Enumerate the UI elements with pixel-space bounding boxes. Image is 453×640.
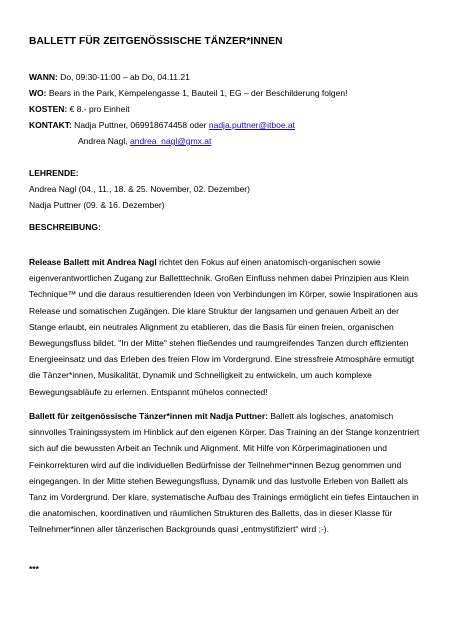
kosten-value: € 8.- pro Einheit — [67, 104, 130, 114]
lehrende-line-2: Nadja Puttner (09. & 16. Dezember) — [29, 200, 165, 210]
page-title: BALLETT FÜR ZEITGENÖSSISCHE TÄNZER*INNEN — [29, 36, 283, 47]
info-wo — [29, 88, 347, 99]
paragraph-release-ballett — [29, 254, 425, 400]
beschreibung-heading: BESCHREIBUNG: — [29, 222, 101, 232]
wo-value: Bears in the Park, Kempelengasse 1, Bauteil 1, EG – der Beschilderung folgen! — [46, 88, 348, 98]
lehrende-heading: LEHRENDE: — [29, 168, 79, 178]
paragraph-1-lead: Release Ballett mit Andrea Nagl — [29, 257, 157, 267]
info-kontakt — [29, 120, 295, 131]
email-link-nadja[interactable]: nadja.puttner@itboe.at — [208, 120, 296, 130]
paragraph-2-lead: Ballett für zeitgenössische Tänzer*innen mit Nadja Puttner: — [29, 411, 268, 421]
info-wann — [29, 72, 190, 83]
info-kosten — [29, 104, 130, 115]
info-kontakt-line2 — [78, 136, 211, 147]
kontakt-value: Nadja Puttner, 069918674458 oder — [71, 120, 209, 130]
kontakt-name-andrea: Andrea Nagl, — [78, 136, 130, 146]
wann-value: Do, 09:30-11:00 – ab Do, 04.11.21 — [57, 72, 190, 82]
separator-stars: *** — [29, 564, 39, 574]
paragraph-2-text: Ballett als logisches, anatomisch sinnvolles Trainingssystem im Hinblick auf den eigenen Körper. Das Training an der Stange konzentriert sich auf die bewussten Arbeit an Technik und Alignment. Mit Hilfe von Körperimaginationen und Feinkorrekturen wird auf die individuellen Bedürfnisse der Teilnehmer*innen Bezug genommen und eingegangen. In der Mitte stehen Bewegungsfluss, Dynamik und das lustvolle Erleben von Ballett als Tanz im Vordergrund. Der klare, systematische Aufbau des Trainings ermöglicht ein tiefes Eintauchen in die anatomischen, koordinativen und räumlichen Strukturen des Balletts, das in dieser Klasse für Teilnehmer*innen aller tänzerischen Backgrounds quasi „entmystifiziert“ wird ;-). — [29, 411, 420, 535]
paragraph-ballett-zeitgenoessisch — [29, 408, 425, 538]
paragraph-1-text: richtet den Fokus auf einen anatomisch-organischen sowie eigenverantwortlichen Zugang zur Balletttechnik. Großen Einfluss nehmen dabei Prinzipien aus Klein Technique™ und die daraus resultierenden Ideen von Verbindungen im Körper, sowie Inspirationen aus Release und somatischen Zugängen. Die klare Struktur der langsamen und genauen Arbeit an der Stange erlaubt, ein neutrales Alignment zu etablieren, das die Basis für einen freien, organischen Bewegungsfluss bildet. "In der Mitte" stehen fließendes und raumgreifendes Tanzen durch effizienten Energieeinsatz und das Erleben des freien Flow im Vordergrund. Eine stressfreie Atmosphäre ermutigt die Tänzer*innen, Musikalität, Dynamik und Schnelligkeit zu entwickeln, um auch komplexe Bewegungsabläufe zu erlernen. Entspannt mühelos connected! — [29, 257, 418, 397]
wann-label: WANN: — [29, 72, 58, 82]
kontakt-label: KONTAKT: — [29, 120, 72, 130]
lehrende-line-1: Andrea Nagl (04., 11., 18. & 25. November, 02. Dezember) — [29, 184, 250, 194]
kosten-label: KOSTEN: — [29, 104, 68, 114]
wo-label: WO: — [29, 88, 47, 98]
email-link-andrea[interactable]: andrea_nagl@gmx.at — [129, 136, 212, 146]
